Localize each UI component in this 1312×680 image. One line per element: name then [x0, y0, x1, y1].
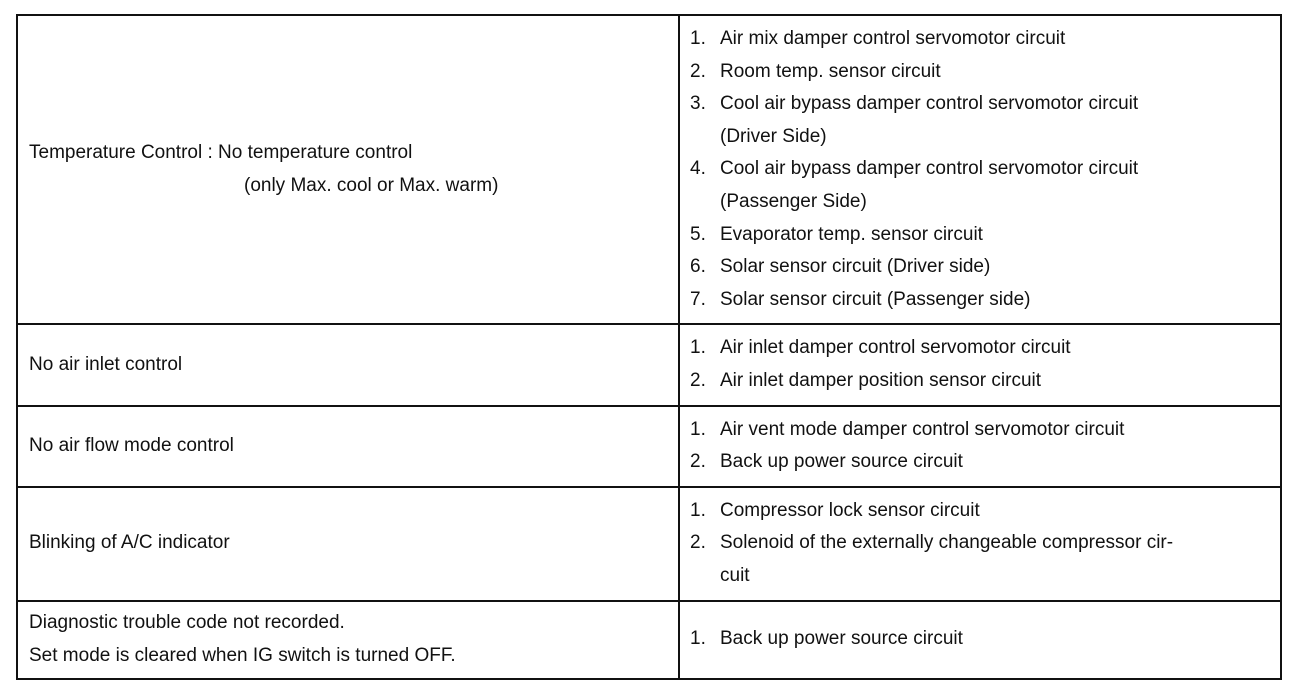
item-number: 6. [690, 256, 706, 278]
item-text: Cool air bypass damper control servomotor circuit [720, 158, 1139, 180]
symptom-text: Temperature Control : No temperature control [29, 142, 413, 164]
item-number: 1. [690, 28, 706, 49]
suspect-area-cell [679, 15, 1281, 324]
list-item [690, 251, 1264, 284]
symptom-cell [17, 487, 679, 601]
suspect-area-cell [679, 601, 1281, 679]
item-text: Solenoid of the externally changeable compressor cir- [720, 532, 1174, 554]
list-item [690, 446, 1264, 479]
symptom-cell [17, 15, 679, 324]
list-item [690, 88, 1264, 153]
item-text: Evaporator temp. sensor circuit [720, 223, 983, 245]
item-number: 3. [690, 93, 706, 115]
suspect-area-list [690, 23, 1264, 316]
list-item [690, 527, 1264, 592]
item-text: Air inlet damper control servomotor circuit [720, 337, 1071, 359]
item-number: 1. [690, 337, 706, 359]
item-text: Air vent mode damper control servomotor circuit [720, 418, 1125, 440]
list-item [690, 623, 1264, 656]
list-item [690, 153, 1264, 218]
list-item [690, 365, 1264, 398]
item-number: 1. [690, 628, 706, 650]
suspect-area-cell [679, 324, 1281, 405]
symptom-text: Set mode is cleared when IG switch is turned OFF. [29, 644, 456, 666]
item-number: 2. [690, 369, 706, 391]
table-row [17, 15, 1281, 324]
item-text: Room temp. sensor circuit [720, 60, 941, 82]
item-number: 1. [690, 499, 706, 521]
item-text: cuit [720, 564, 750, 586]
item-text: (Passenger Side) [720, 190, 867, 212]
item-number: 2. [690, 451, 706, 473]
symptom-text: (only Max. cool or Max. warm) [244, 174, 499, 196]
list-item [690, 414, 1264, 447]
suspect-area-list [690, 495, 1264, 593]
symptom-text: No air inlet control [29, 353, 183, 375]
trouble-table [16, 14, 1282, 680]
table-row [17, 406, 1281, 487]
item-text: (Driver Side) [720, 125, 827, 147]
table-row [17, 324, 1281, 405]
table-row [17, 601, 1281, 679]
item-number: 5. [690, 223, 706, 245]
symptom-text: Blinking of A/C indicator [29, 532, 230, 554]
suspect-area-list [690, 332, 1264, 397]
item-number: 7. [690, 288, 706, 310]
item-text: Solar sensor circuit (Passenger side) [720, 288, 1031, 310]
symptom-cell [17, 324, 679, 405]
list-item [690, 219, 1264, 252]
item-number: 4. [690, 158, 706, 180]
list-item [690, 23, 1264, 56]
item-text: Back up power source circuit [720, 628, 963, 650]
item-text: Back up power source circuit [720, 451, 963, 473]
item-number: 1. [690, 418, 706, 440]
item-text: Air inlet damper position sensor circuit [720, 369, 1042, 391]
list-item [690, 284, 1264, 317]
list-item [690, 56, 1264, 89]
item-text: Cool air bypass damper control servomotor circuit [720, 93, 1139, 115]
symptom-text: No air flow mode control [29, 434, 234, 456]
item-text: Compressor lock sensor circuit [720, 499, 980, 521]
item-number: 2. [690, 532, 706, 554]
suspect-area-cell [679, 406, 1281, 487]
symptom-text: Diagnostic trouble code not recorded. [29, 611, 345, 633]
suspect-area-list [690, 414, 1264, 479]
list-item [690, 332, 1264, 365]
item-text: Solar sensor circuit (Driver side) [720, 256, 991, 278]
item-text: Air mix damper control servomotor circuit [720, 28, 1066, 49]
suspect-area-cell [679, 487, 1281, 601]
list-item [690, 495, 1264, 528]
symptom-cell [17, 601, 679, 679]
symptom-cell [17, 406, 679, 487]
table-row [17, 487, 1281, 601]
item-number: 2. [690, 60, 706, 82]
suspect-area-list [690, 623, 1264, 656]
